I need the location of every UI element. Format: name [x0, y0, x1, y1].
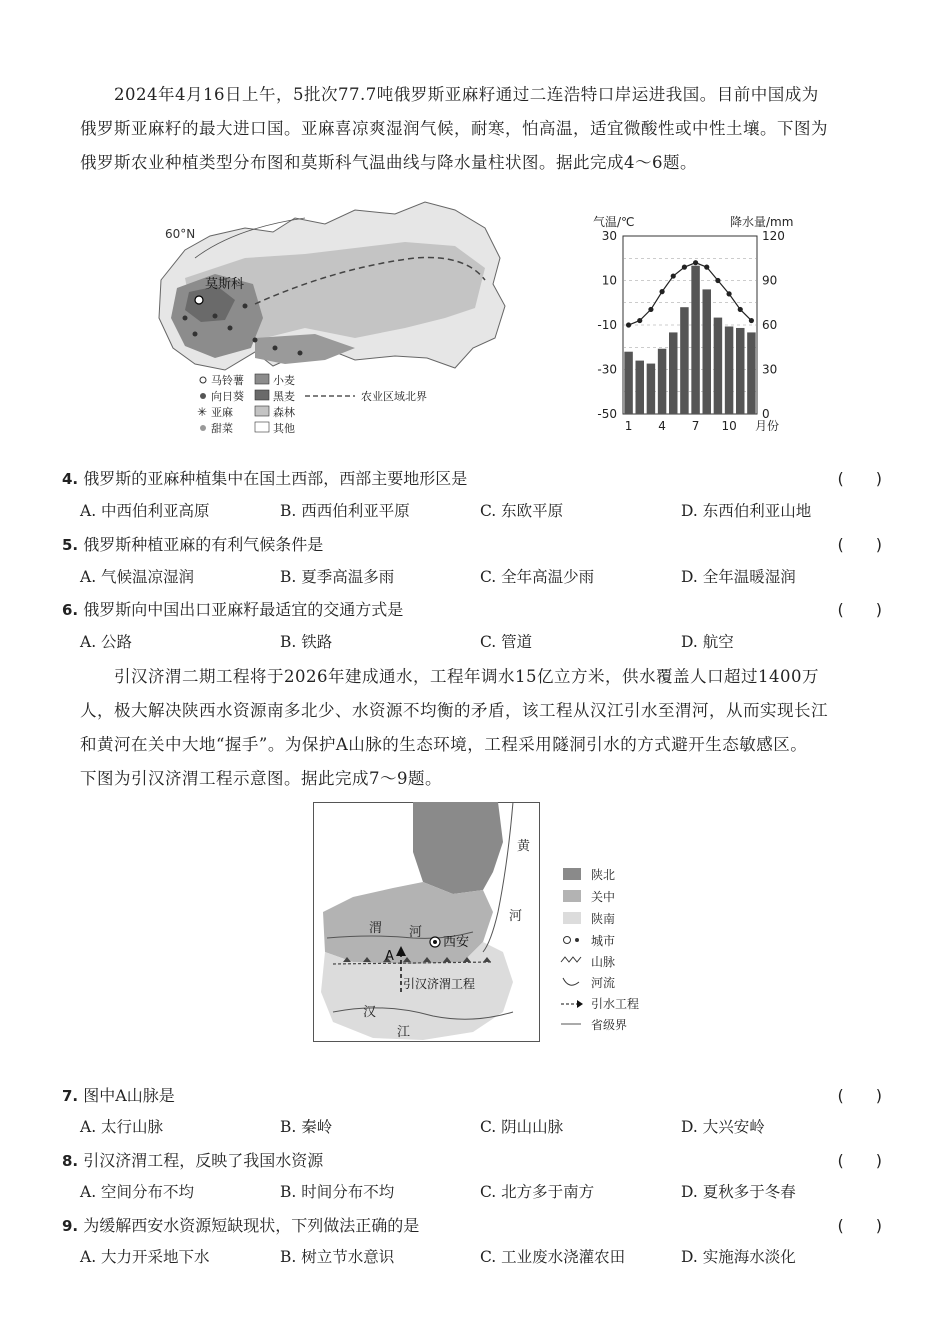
option-a[interactable]: A. 公路 [80, 633, 133, 651]
right-tick-label: 30 [762, 362, 778, 377]
legend-potato: 马铃薯 [211, 374, 244, 387]
question-5 [62, 532, 888, 562]
question-4-options [80, 499, 880, 529]
moscow-city-icon [195, 296, 203, 304]
x-tick-label: 10 [721, 419, 737, 433]
legend-other: 其他 [273, 422, 295, 435]
temperature-point-7 [693, 260, 698, 265]
left-tick-label: -50 [597, 407, 617, 421]
han-river-label-2: 江 [397, 1025, 411, 1040]
option-c[interactable]: C. 工业废水浇灌农田 [480, 1248, 626, 1266]
precip-bar-10 [725, 326, 733, 414]
right-tick-label: 120 [762, 229, 785, 243]
passage-1 [80, 78, 886, 180]
legend-project: 引水工程 [591, 997, 639, 1011]
option-b[interactable]: B. 时间分布不均 [280, 1183, 395, 1201]
legend-beet: 甜菜 [211, 422, 233, 435]
temperature-point-10 [726, 291, 731, 296]
option-d[interactable]: D. 东西伯利亚山地 [681, 502, 812, 520]
legend-flax: 亚麻 [211, 406, 233, 419]
legend-city: 城市 [591, 934, 616, 948]
question-text: 引汉济渭工程，反映了我国水资源 [83, 1151, 324, 1170]
precip-bar-7 [691, 266, 699, 414]
option-d[interactable]: D. 夏秋多于冬春 [681, 1183, 796, 1201]
temperature-point-12 [749, 318, 754, 323]
question-9 [62, 1213, 888, 1243]
answer-blank: ( ) [837, 535, 882, 554]
precip-bar-1 [624, 352, 632, 414]
han-river-label-1: 汉 [363, 1005, 377, 1020]
x-axis-label: 月份 [754, 419, 780, 433]
option-b[interactable]: B. 西西伯利亚平原 [280, 502, 410, 520]
question-number: 5. [62, 536, 79, 554]
option-a[interactable]: A. 空间分布不均 [80, 1183, 195, 1201]
temperature-point-6 [682, 265, 687, 270]
yellow-river-label-1: 黄 [517, 839, 531, 854]
precip-bar-9 [714, 318, 722, 414]
answer-blank: ( ) [837, 469, 882, 488]
question-7-options [80, 1115, 880, 1145]
option-c[interactable]: C. 北方多于南方 [480, 1183, 595, 1201]
project-label: 引汉济渭工程 [403, 977, 476, 991]
option-b[interactable]: B. 秦岭 [280, 1118, 333, 1136]
legend-boundary: 农业区域北界 [361, 390, 427, 403]
passage-2-line-3: 和黄河在关中大地“握手”。为保护A山脉的生态环境，工程采用隧洞引水的方式避开生态敏感区。 [80, 735, 808, 754]
answer-blank: ( ) [837, 1086, 882, 1105]
question-6 [62, 597, 888, 627]
question-4 [62, 466, 888, 496]
option-d[interactable]: D. 全年温暖湿润 [681, 568, 796, 586]
temperature-line [629, 263, 752, 325]
passage-1-line-1: 2024年4月16日上午，5批次77.7吨俄罗斯亚麻籽通过二连浩特口岸运进我国。目前中国成为 [114, 85, 819, 104]
question-5-options [80, 565, 880, 595]
option-d[interactable]: D. 大兴安岭 [681, 1118, 765, 1136]
passage-2 [80, 660, 886, 796]
question-9-options [80, 1245, 880, 1275]
shaanxi-map-legend [561, 867, 639, 1032]
temperature-point-11 [738, 307, 743, 312]
question-text: 为缓解西安水资源短缺现状，下列做法正确的是 [83, 1216, 420, 1235]
legend-central: 关中 [591, 890, 616, 904]
option-b[interactable]: B. 铁路 [280, 633, 333, 651]
legend-north: 陕北 [591, 868, 616, 882]
question-text: 图中A山脉是 [83, 1086, 175, 1105]
option-a[interactable]: A. 太行山脉 [80, 1118, 164, 1136]
question-text: 俄罗斯的亚麻种植集中在国土西部，西部主要地形区是 [83, 469, 468, 488]
flax-icon: ✳ [197, 405, 208, 419]
latitude-label: 60°N [165, 227, 196, 241]
option-a[interactable]: A. 气候温凉湿润 [80, 568, 195, 586]
x-tick-label: 7 [691, 419, 700, 433]
precip-bar-3 [647, 364, 655, 414]
moscow-label: 莫斯科 [205, 277, 245, 292]
question-number: 9. [62, 1217, 79, 1235]
option-c[interactable]: C. 管道 [480, 633, 533, 651]
temperature-point-1 [626, 322, 631, 327]
wei-river-label-1: 渭 [369, 921, 383, 936]
option-c[interactable]: C. 阴山山脉 [480, 1118, 564, 1136]
precip-bar-6 [680, 307, 688, 414]
option-b[interactable]: B. 树立节水意识 [280, 1248, 395, 1266]
option-d[interactable]: D. 航空 [681, 633, 734, 651]
question-text: 俄罗斯向中国出口亚麻籽最适宜的交通方式是 [83, 600, 404, 619]
question-number: 6. [62, 601, 79, 619]
legend-river: 河流 [591, 976, 616, 990]
question-number: 4. [62, 470, 79, 488]
wei-river-label-2: 河 [409, 925, 423, 940]
right-tick-label: 0 [762, 407, 770, 421]
left-axis-label: 气温/℃ [593, 215, 635, 229]
precip-bar-2 [636, 361, 644, 414]
legend-rye: 黑麦 [273, 390, 295, 403]
temperature-point-4 [659, 289, 664, 294]
yellow-river-label-2: 河 [509, 909, 523, 924]
passage-1-line-3: 俄罗斯农业种植类型分布图和莫斯科气温曲线与降水量柱状图。据此完成4～6题。 [80, 153, 697, 172]
x-tick-label: 4 [658, 419, 666, 433]
temperature-point-2 [637, 318, 642, 323]
precip-bar-5 [669, 332, 677, 414]
question-text: 俄罗斯种植亚麻的有利气候条件是 [83, 535, 324, 554]
legend-wheat: 小麦 [273, 374, 295, 387]
passage-1-line-2: 俄罗斯亚麻籽的最大进口国。亚麻喜凉爽湿润气候，耐寒，怕高温，适宜微酸性或中性土壤。下图为 [80, 119, 828, 138]
legend-mountain: 山脉 [591, 955, 616, 969]
legend-south: 陕南 [591, 912, 616, 926]
option-b[interactable]: B. 夏季高温多雨 [280, 568, 395, 586]
left-tick-label: 10 [601, 273, 617, 288]
right-tick-label: 60 [762, 318, 778, 332]
x-tick-label: 1 [624, 419, 633, 433]
legend-sunflower: 向日葵 [211, 390, 244, 403]
option-a[interactable]: A. 大力开采地下水 [80, 1248, 210, 1266]
mountain-a-label: A [385, 949, 394, 964]
answer-blank: ( ) [837, 600, 882, 619]
question-6-options [80, 630, 880, 660]
left-tick-label: -10 [597, 318, 617, 332]
moscow-climate-chart [585, 212, 805, 440]
question-7 [62, 1083, 888, 1113]
precip-bar-11 [736, 328, 744, 414]
question-number: 8. [62, 1152, 79, 1170]
passage-2-line-1: 引汉济渭二期工程将于2026年建成通水，工程年调水15亿立方米，供水覆盖人口超过1400万 [114, 667, 819, 686]
legend-forest: 森林 [273, 406, 295, 419]
temperature-point-9 [715, 278, 720, 283]
passage-2-line-4: 下图为引汉济渭工程示意图。据此完成7～9题。 [80, 769, 442, 788]
option-d[interactable]: D. 实施海水淡化 [681, 1248, 796, 1266]
shaanxi-water-project-map [313, 802, 639, 1042]
precip-bar-8 [703, 289, 711, 414]
russia-agriculture-map [155, 188, 535, 438]
legend-border: 省级界 [591, 1018, 628, 1032]
passage-2-line-2: 人，极大解决陕西水资源南多北少、水资源不均衡的矛盾，该工程从汉江引水至渭河，从而实现长江 [80, 701, 828, 720]
option-a[interactable]: A. 中西伯利亚高原 [80, 502, 210, 520]
answer-blank: ( ) [837, 1151, 882, 1170]
question-number: 7. [62, 1087, 79, 1105]
right-tick-label: 90 [762, 273, 778, 288]
left-tick-label: -30 [597, 362, 617, 377]
answer-blank: ( ) [837, 1216, 882, 1235]
temperature-point-5 [671, 273, 676, 278]
xian-label: 西安 [443, 935, 470, 950]
right-axis-label: 降水量/mm [730, 215, 794, 229]
option-c[interactable]: C. 东欧平原 [480, 502, 564, 520]
question-8 [62, 1148, 888, 1178]
temperature-point-8 [704, 265, 709, 270]
left-tick-label: 30 [601, 229, 617, 243]
option-c[interactable]: C. 全年高温少雨 [480, 568, 595, 586]
precip-bar-4 [658, 349, 666, 414]
temperature-point-3 [648, 307, 653, 312]
question-8-options [80, 1180, 880, 1210]
precip-bar-12 [747, 332, 755, 414]
